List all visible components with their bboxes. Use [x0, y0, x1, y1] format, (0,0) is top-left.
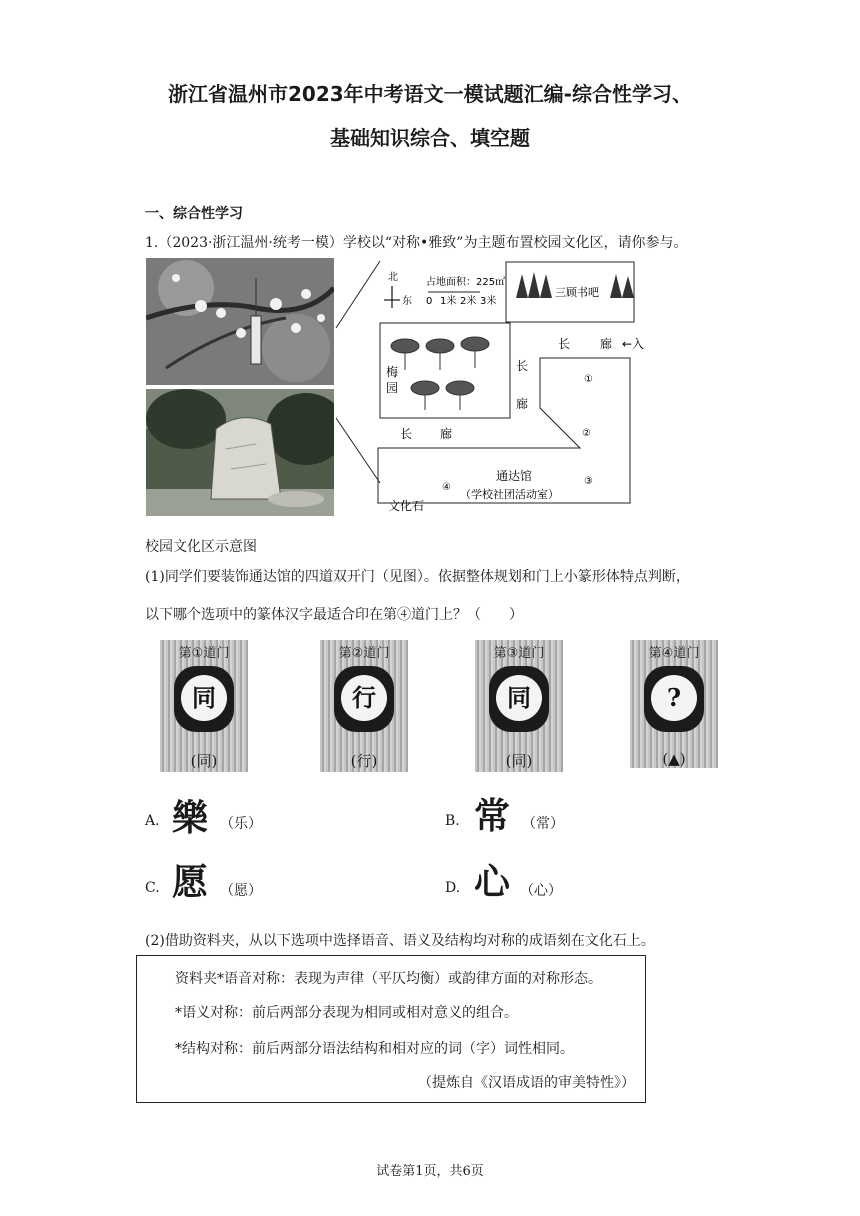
north-label: 北: [388, 272, 398, 283]
door-2: [320, 640, 408, 772]
door-plaque: [174, 666, 234, 732]
door-character: (同): [505, 752, 533, 770]
option-a-letter: A.: [145, 813, 160, 829]
info-line-structure: *结构对称：前后两部分语法结构和相对应的词（字）词性相同。: [175, 1041, 574, 1057]
door-images: [160, 640, 730, 774]
option-b-seal-glyph: 常: [474, 795, 511, 837]
svg-text:0: 0: [426, 296, 433, 307]
svg-text:廊: 廊: [516, 397, 529, 411]
entry-arrow: ←入: [622, 337, 645, 351]
svg-text:②: ②: [582, 428, 591, 439]
svg-text:2米: 2米: [460, 296, 477, 307]
svg-text:廊: 廊: [600, 337, 613, 351]
hall-name: 通达馆: [496, 469, 533, 483]
campus-layout-map: [330, 258, 660, 524]
sub-question-1-line1: (1)同学们要装饰通达馆的四道双开门（见图）。依据整体规划和门上小篆形体特点判断，: [145, 569, 690, 585]
option-c-seal-glyph: 愿: [172, 861, 209, 903]
seal-glyph: 同: [181, 675, 227, 721]
page-footer: 试卷第1页，共6页: [376, 1164, 484, 1179]
info-source: （提炼自《汉语成语的审美特性》）: [418, 1075, 635, 1091]
door-title: 第②道门: [338, 646, 390, 661]
door-4: [630, 640, 718, 768]
hall-subtitle: （学校社团活动室）: [460, 488, 559, 501]
sub-question-2: (2)借助资料夹，从以下选项中选择语音、语义及结构均对称的成语刻在文化石上。: [145, 933, 655, 949]
door-title: 第①道门: [178, 646, 230, 661]
svg-text:①: ①: [584, 374, 593, 385]
info-box: [136, 955, 646, 1103]
svg-text:长: 长: [516, 359, 529, 373]
option-d-letter: D.: [445, 880, 461, 896]
door-title: 第③道门: [493, 646, 545, 661]
area-label: 占地面积：225㎡: [426, 277, 506, 288]
seal-glyph: 同: [496, 675, 542, 721]
option-a-note: （乐）: [220, 816, 262, 832]
info-line-semantic: *语义对称：前后两部分表现为相同或相对意义的组合。: [175, 1005, 518, 1021]
bookbar-label: 三顾书吧: [555, 286, 599, 299]
document-title-line1: 浙江省温州市2023年中考语文一模试题汇编-综合性学习、: [168, 82, 692, 106]
option-b-letter: B.: [445, 813, 460, 829]
door-plaque: [489, 666, 549, 732]
door-plaque: [644, 666, 704, 732]
svg-text:④: ④: [442, 482, 451, 493]
culture-stone-photo: [146, 389, 334, 516]
document-title-line2: 基础知识综合、填空题: [330, 126, 530, 150]
door-character: (行): [350, 752, 378, 770]
door-3: [475, 640, 563, 772]
sub-question-1-line2: 以下哪个选项中的篆体汉字最适合印在第④道门上？（ ）: [145, 607, 523, 623]
door-character: (同): [190, 752, 218, 770]
option-d-note: （心）: [520, 883, 562, 899]
door-title: 第④道门: [648, 646, 700, 661]
svg-text:1米: 1米: [440, 296, 457, 307]
door-character: (▲): [662, 750, 686, 768]
plum-blossom-photo: [146, 258, 334, 385]
question-stem: 1.（2023·浙江温州·统考一模）学校以“对称•雅致”为主题布置校园文化区，请你参与。: [145, 235, 688, 251]
info-line-phonetic: 资料夹*语音对称：表现为声律（平仄均衡）或韵律方面的对称形态。: [175, 971, 602, 987]
svg-text:梅: 梅: [386, 365, 399, 379]
east-label: 东: [402, 296, 412, 307]
section-heading: 一、综合性学习: [145, 206, 243, 222]
option-c-note: （愿）: [220, 883, 262, 899]
svg-text:长: 长: [558, 337, 571, 351]
svg-text:廊: 廊: [440, 427, 453, 441]
svg-text:3米: 3米: [480, 296, 497, 307]
question-mark-glyph: ?: [651, 675, 697, 721]
door-1: [160, 640, 248, 772]
seal-glyph: 行: [341, 675, 387, 721]
option-c-letter: C.: [145, 880, 160, 896]
culture-stone-label: 文化石: [388, 499, 425, 513]
option-a-seal-glyph: 樂: [172, 797, 209, 839]
option-d-seal-glyph: 心: [474, 861, 511, 903]
option-b-note: （常）: [522, 816, 564, 832]
figure-caption: 校园文化区示意图: [145, 539, 257, 555]
svg-text:③: ③: [584, 476, 593, 487]
door-plaque: [334, 666, 394, 732]
svg-text:长: 长: [400, 427, 413, 441]
svg-text:园: 园: [386, 381, 399, 395]
